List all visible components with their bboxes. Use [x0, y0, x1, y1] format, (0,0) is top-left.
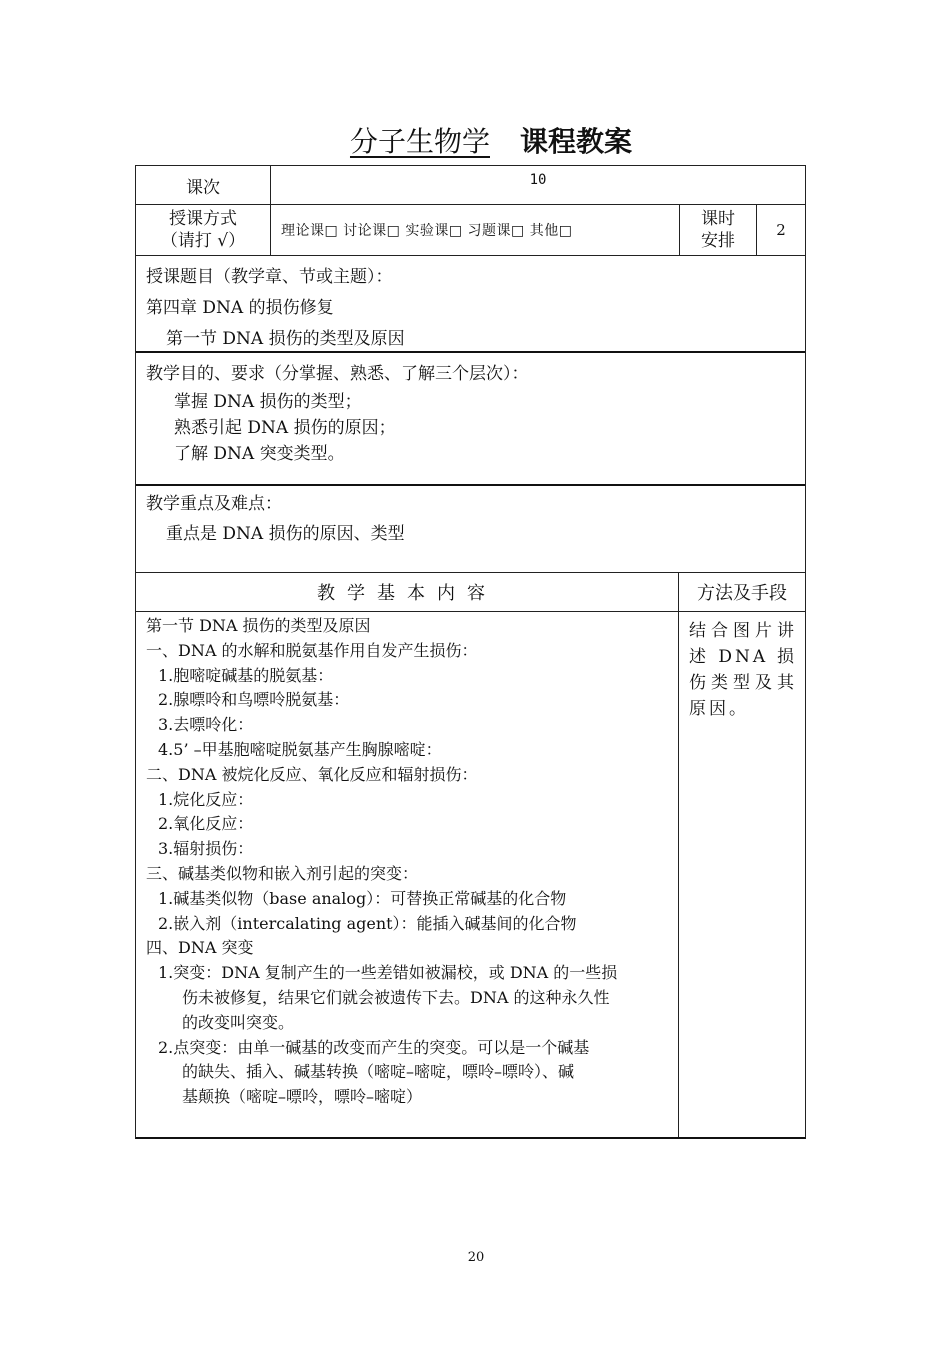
teaching-mode-options: 理论课□ 讨论课□ 实验课□ 习题课□ 其他□: [271, 205, 680, 255]
class-hours-label-line1: 课时: [701, 209, 735, 229]
class-hours-value: 2: [776, 221, 786, 239]
teaching-mode-label-line1: 授课方式: [169, 209, 237, 229]
key-points-text: 重点是 DNA 损伤的原因、类型: [166, 524, 405, 544]
content-row: [136, 612, 805, 1137]
page-number: 20: [467, 1250, 485, 1265]
topic-section: 第一节 DNA 损伤的类型及原因: [166, 329, 405, 349]
content-line: 2.嵌入剂（intercalating agent）：能插入碱基间的化合物: [158, 913, 577, 933]
objectives-heading: 教学目的、要求（分掌握、熟悉、了解三个层次）：: [146, 364, 529, 384]
objective-item: 掌握 DNA 损伤的类型；: [174, 392, 362, 412]
content-line: 4.5’ –甲基胞嘧啶脱氨基产生胸腺嘧啶：: [158, 739, 442, 759]
lesson-plan-table: [135, 165, 806, 1139]
teaching-mode-label-line2: （请打 √）: [160, 231, 246, 251]
content-line: 1.烷化反应：: [158, 789, 254, 809]
content-header-row: [136, 573, 805, 612]
content-line: 基颠换（嘧啶–嘌呤，嘌呤–嘧啶）: [182, 1087, 423, 1107]
class-hours-label: [680, 205, 757, 255]
content-line: 2.腺嘌呤和鸟嘌呤脱氨基：: [158, 690, 350, 710]
course-name: 分子生物学: [349, 125, 490, 158]
content-line: 1.碱基类似物（base analog）：可替换正常碱基的化合物: [158, 888, 567, 908]
topic-block: [136, 256, 415, 351]
method-text: 结合图片讲述 DNA 损伤类型及其原因。: [689, 621, 797, 719]
topic-heading: 授课题目（教学章、节或主题）：: [146, 267, 393, 287]
title-suffix: 课程教案: [520, 125, 633, 158]
key-points-block: [136, 486, 415, 572]
objectives-row: [136, 353, 805, 486]
content-line: 伤未被修复，结果它们就会被遗传下去。DNA 的这种永久性: [182, 987, 610, 1007]
objective-item: 了解 DNA 突变类型。: [174, 444, 345, 464]
content-line: 第一节 DNA 损伤的类型及原因: [146, 616, 371, 635]
content-line: 四、DNA 突变: [146, 938, 254, 958]
objectives-block: [136, 353, 539, 484]
lesson-number-row: [136, 166, 805, 205]
topic-chapter: 第四章 DNA 的损伤修复: [146, 298, 334, 318]
content-line: 三、碱基类似物和嵌入剂引起的突变：: [146, 863, 419, 883]
lesson-number-value: 10: [529, 172, 547, 188]
content-line: 二、DNA 被烷化反应、氧化反应和辐射损伤：: [146, 764, 478, 784]
teaching-mode-label: [136, 205, 271, 255]
content-line: 一、DNA 的水解和脱氨基作用自发产生损伤：: [146, 640, 478, 660]
key-points-heading: 教学重点及难点：: [146, 494, 282, 514]
content-line: 的改变叫突变。: [182, 1012, 295, 1032]
content-line: 3.辐射损伤：: [158, 839, 254, 859]
teaching-mode-row: [136, 205, 805, 256]
key-points-row: [136, 486, 805, 573]
content-header: 教学基本内容: [136, 573, 679, 611]
topic-row: [136, 256, 805, 353]
content-text: [136, 612, 679, 1137]
content-line: 2.氧化反应：: [158, 814, 254, 834]
content-line: 1.突变：DNA 复制产生的一些差错如被漏校，或 DNA 的一些损: [158, 963, 618, 983]
objective-item: 熟悉引起 DNA 损伤的原因；: [174, 418, 396, 438]
content-line: 3.去嘌呤化：: [158, 715, 254, 735]
content-line: 1.胞嘧啶碱基的脱氨基：: [158, 665, 334, 685]
content-line: 2.点突变：由单一碱基的改变而产生的突变。可以是一个碱基: [158, 1037, 590, 1057]
page-title: [0, 122, 952, 162]
class-hours-label-line2: 安排: [701, 231, 735, 251]
method-header: 方法及手段: [697, 583, 787, 604]
content-line: 的缺失、插入、碱基转换（嘧啶–嘧啶，嘌呤–嘌呤）、碱: [182, 1062, 575, 1082]
lesson-number-label: 课次: [136, 166, 271, 204]
